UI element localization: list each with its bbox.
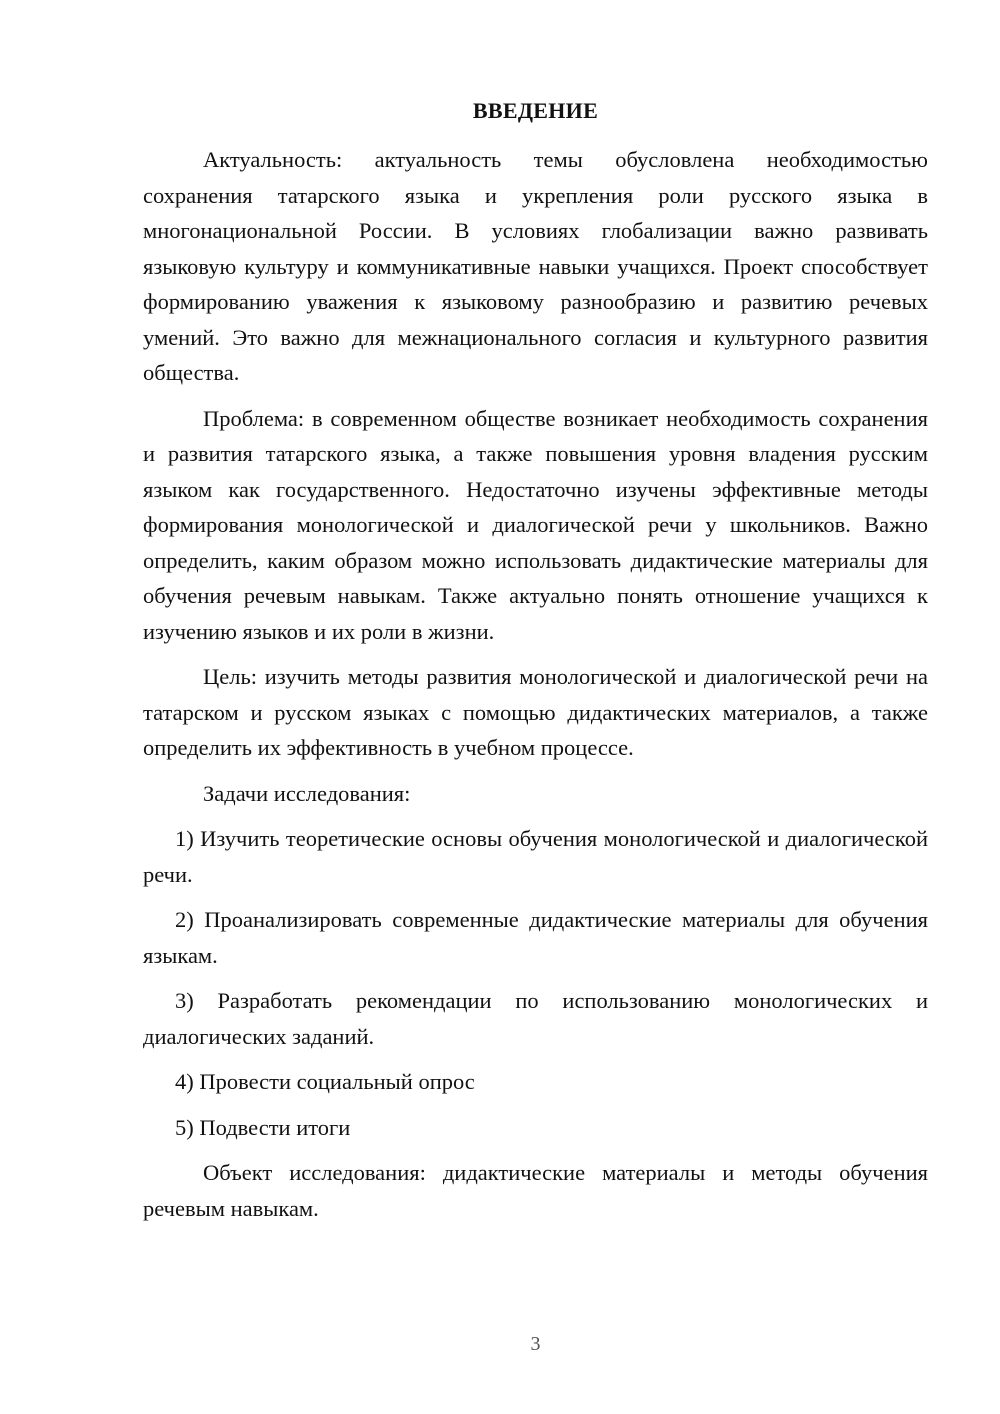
goal-paragraph: Цель: изучить методы развития монологической и диалогической речи на татарском и русском языках с помощью дидактических материалов, а также определить их эффективность в учебном процессе. — [143, 664, 928, 760]
task-item-1: 1) Изучить теоретические основы обучения монологической и диалогической речи. — [143, 826, 928, 887]
section-heading: ВВЕДЕНИЕ — [472, 98, 599, 123]
task-item-2: 2) Проанализировать современные дидактические материалы для обучения языкам. — [143, 907, 928, 968]
page-number: 3 — [530, 1333, 541, 1355]
object-paragraph: Объект исследования: дидактические материалы и методы обучения речевым навыкам. — [143, 1160, 928, 1221]
task-item-3: 3) Разработать рекомендации по использованию монологических и диалогических заданий. — [143, 988, 928, 1049]
problem-paragraph: Проблема: в современном обществе возникает необходимость сохранения и развития татарского языка, а также повышения уровня владения русским языком как государственного. Недостаточно изучены эффективные методы формирования монологической и диалогической речи у школьников. Важно определить, каким образом можно использовать дидактические материалы для обучения речевым навыкам. Также актуально понять отношение учащихся к изучению языков и их роли в жизни. — [143, 405, 928, 644]
body-text — [143, 142, 928, 1236]
task-item-4: 4) Провести социальный опрос — [175, 1069, 475, 1094]
document-page — [143, 0, 928, 1414]
task-item-5: 5) Подвести итоги — [175, 1114, 351, 1140]
tasks-heading: Задачи исследования: — [203, 780, 411, 806]
relevance-paragraph: Актуальность: актуальность темы обусловлена необходимостью сохранения татарского языка и укрепления роли русского языка в многонациональной России. В условиях глобализации важно развивать языковую культуру и коммуникативные навыки учащихся. Проект способствует формированию уважения к языковому разнообразию и развитию речевых умений. Это важно для межнационального согласия и культурного развития общества. — [143, 147, 928, 385]
